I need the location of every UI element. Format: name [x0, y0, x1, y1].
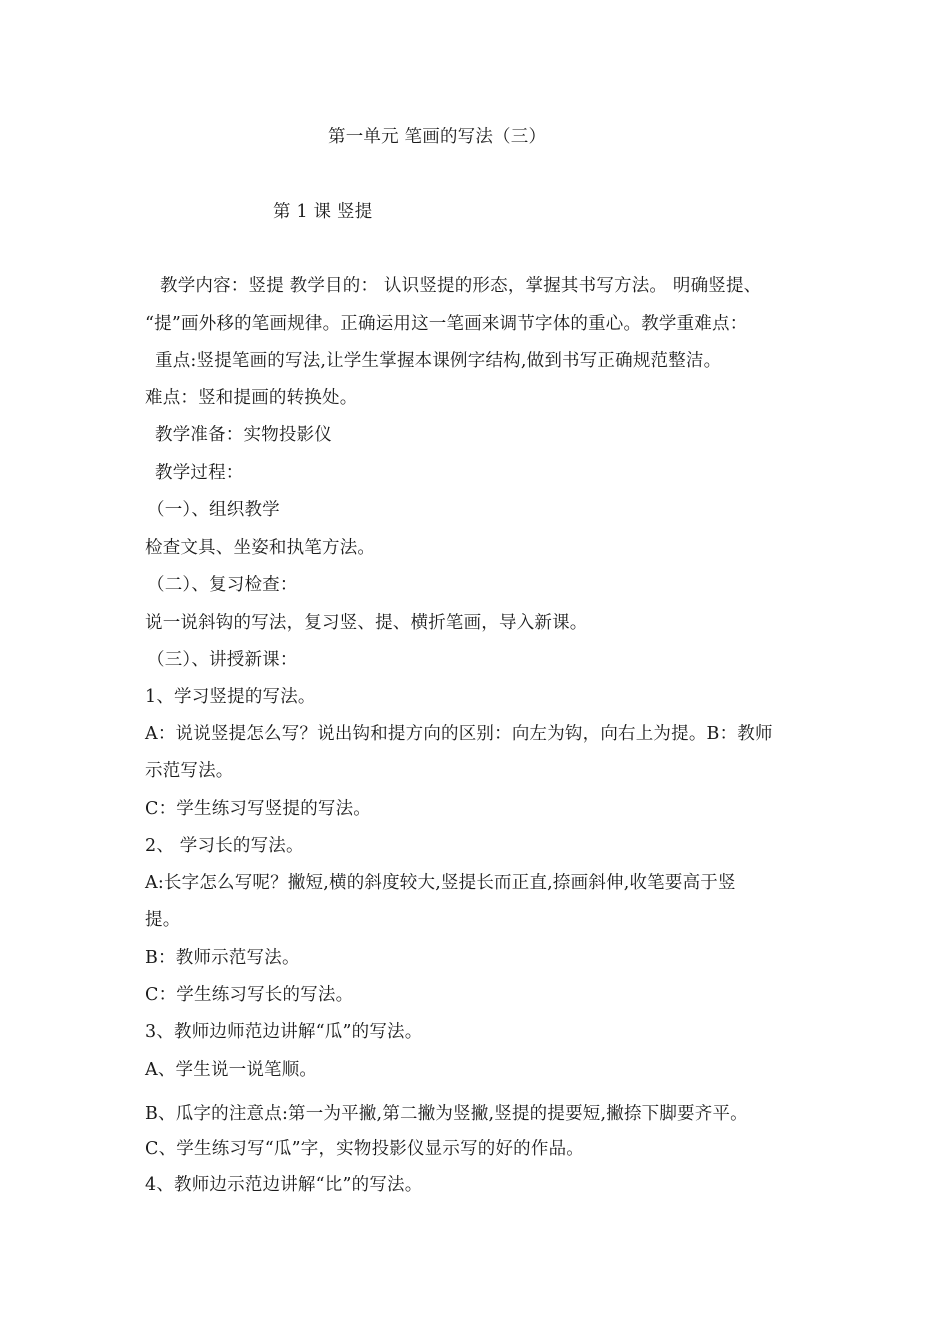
paragraph-line: A：说说竖提怎么写？说出钩和提方向的区别：向左为钩，向右上为提。B：教师	[145, 724, 773, 744]
paragraph-line: （三）、讲授新课：	[147, 650, 298, 670]
paragraph-line: 教学内容：竖提 教学目的： 认识竖提的形态，掌握其书写方法。 明确竖提、	[160, 276, 762, 296]
paragraph-line: 1、学习竖提的写法。	[145, 687, 316, 707]
paragraph-line: C：学生练习写竖提的写法。	[145, 799, 371, 819]
paragraph-line: 重点:竖提笔画的写法,让学生掌握本课例字结构,做到书写正确规范整洁。	[155, 351, 722, 371]
unit-title: 第一单元 笔画的写法（三）	[328, 127, 547, 147]
paragraph-line: 检查文具、坐姿和执笔方法。	[145, 538, 376, 558]
paragraph-line: 难点：竖和提画的转换处。	[145, 388, 358, 408]
paragraph-line: 示范写法。	[145, 761, 234, 781]
paragraph-line: （一）、组织教学	[147, 500, 280, 520]
paragraph-line: 说一说斜钩的写法，复习竖、提、横折笔画，导入新课。	[145, 613, 588, 633]
paragraph-line: 教学过程：	[155, 463, 244, 483]
paragraph-line: 3、教师边师范边讲解“瓜”的写法。	[145, 1022, 423, 1042]
paragraph-line: 提。	[145, 910, 181, 930]
paragraph-line: （二）、复习检查：	[147, 575, 298, 595]
paragraph-line: B、瓜字的注意点:第一为平撇,第二撇为竖撇,竖提的提要短,撇捺下脚要齐平。	[145, 1104, 748, 1124]
paragraph-line: C：学生练习写长的写法。	[145, 985, 354, 1005]
lesson-title: 第 1 课 竖提	[273, 202, 373, 222]
paragraph-line: 2、 学习长的写法。	[145, 836, 304, 856]
paragraph-line: A、学生说一说笔顺。	[145, 1060, 318, 1080]
paragraph-line: “提”画外移的笔画规律。正确运用这一笔画来调节字体的重心。教学重难点：	[145, 314, 748, 334]
paragraph-line: A:长字怎么写呢？撇短,横的斜度较大,竖提长而正直,捺画斜伸,收笔要高于竖	[145, 873, 736, 893]
paragraph-line: 4、教师边示范边讲解“比”的写法。	[145, 1175, 423, 1195]
paragraph-line: B：教师示范写法。	[145, 948, 300, 968]
paragraph-line: C、学生练习写“瓜”字，实物投影仪显示写的好的作品。	[145, 1139, 584, 1159]
paragraph-line: 教学准备：实物投影仪	[155, 425, 332, 445]
